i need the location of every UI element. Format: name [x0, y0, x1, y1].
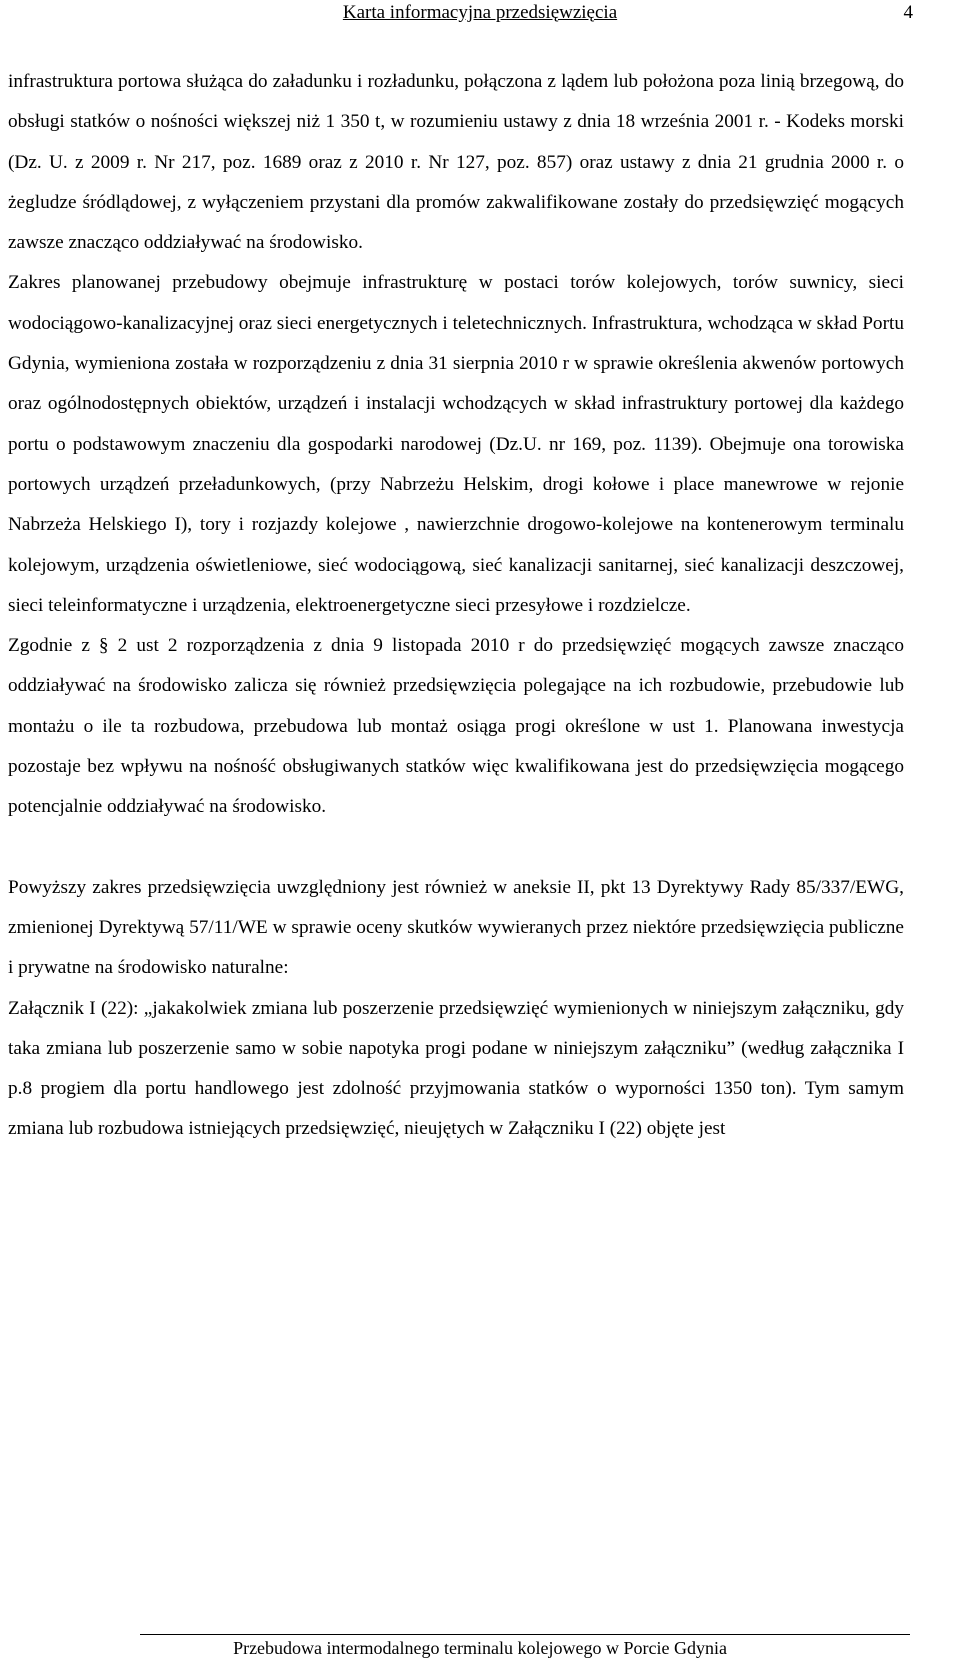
paragraph-regulation: Zgodnie z § 2 ust 2 rozporządzenia z dnia 9 listopada 2010 r do przedsięwzięć mogących zawsze znacząco oddziaływać na środowisko zalicza się również przedsięwzięcia polegające na ich rozbudowie, przebudowie lub montażu o ile ta rozbudowa, przebudowa lub montaż osiąga progi określone w ust 1. Planowana inwestycja pozostaje bez wpływu na nośność obsługiwanych statków więc kwalifikowana jest do przedsięwzięcia mogącego potencjalnie oddziaływać na środowisko. [8, 635, 904, 818]
paragraph-port-infrastructure: infrastruktura portowa służąca do załadunku i rozładunku, połączona z lądem lub położona poza linią brzegową, do obsługi statków o nośności większej niż 1 350 t, w rozumieniu ustawy z dnia 18 września 2001 r. - Kodeks morski (Dz. U. z 2009 r. Nr 217, poz. 1689 oraz z 2010 r. Nr 127, poz. 857) oraz ustawy z dnia 21 grudnia 2000 r. o żegludze śródlądowej, z wyłączeniem przystani dla promów zakwalifikowane zostały do przedsięwzięć mogących zawsze znacząco oddziaływać na środowisko. [8, 71, 904, 254]
paragraph-gap [8, 828, 904, 868]
footer-text: Przebudowa intermodalnego terminalu kolejowego w Porcie Gdynia [233, 1638, 727, 1658]
footer-divider [140, 1634, 910, 1635]
paragraph-directive: Powyższy zakres przedsięwzięcia uwzględniony jest również w aneksie II, pkt 13 Dyrektywy Rady 85/337/EWG, zmienionej Dyrektywą 57/11/WE w sprawie oceny skutków wywieranych przez niektóre przedsięwzięcia publiczne i prywatne na środowisko naturalne: [8, 876, 904, 979]
header-title: Karta informacyjna przedsięwzięcia [342, 2, 618, 23]
document-body [8, 62, 904, 1150]
paragraph-scope: Zakres planowanej przebudowy obejmuje infrastrukturę w postaci torów kolejowych, torów suwnicy, sieci wodociągowo-kanalizacyjnej oraz sieci energetycznych i teletechnicznych. Infrastruktura, wchodząca w skład Portu Gdynia, wymieniona została w rozporządzeniu z dnia 31 sierpnia 2010 r w sprawie określenia akwenów portowych oraz ogólnodostępnych obiektów, urządzeń i instalacji wchodzących w skład infrastruktury portowej dla każdego portu o podstawowym znaczeniu dla gospodarki narodowej (Dz.U. nr 169, poz. 1139). Obejmuje ona torowiska portowych urządzeń przeładunkowych, (przy Nabrzeżu Helskim, drogi kołowe i place manewrowe w rejonie Nabrzeża Helskiego I), tory i rozjazdy kolejowe , nawierzchnie drogowo-kolejowe na kontenerowym terminalu kolejowym, urządzenia oświetleniowe, sieć wodociągową, sieć kanalizacji sanitarnej, sieć kanalizacji deszczowej, sieci teleinformatyczne i urządzenia, elektroenergetyczne sieci przesyłowe i rozdzielcze. [8, 272, 904, 616]
page-header [0, 0, 960, 30]
paragraph-annex: Załącznik I (22): „jakakolwiek zmiana lub poszerzenie przedsięwzięć wymienionych w niniejszym załączniku, gdy taka zmiana lub poszerzenie samo w sobie napotyka progi podane w niniejszym załączniku” (według załącznika I p.8 progiem dla portu handlowego jest zdolność przyjmowania statków o wyporności 1350 ton). Tym samym zmiana lub rozbudowa istniejących przedsięwzięć, nieujętych w Załączniku I (22) objęte jest [8, 997, 904, 1140]
page-footer [0, 1632, 960, 1666]
page-number: 4 [903, 2, 913, 23]
